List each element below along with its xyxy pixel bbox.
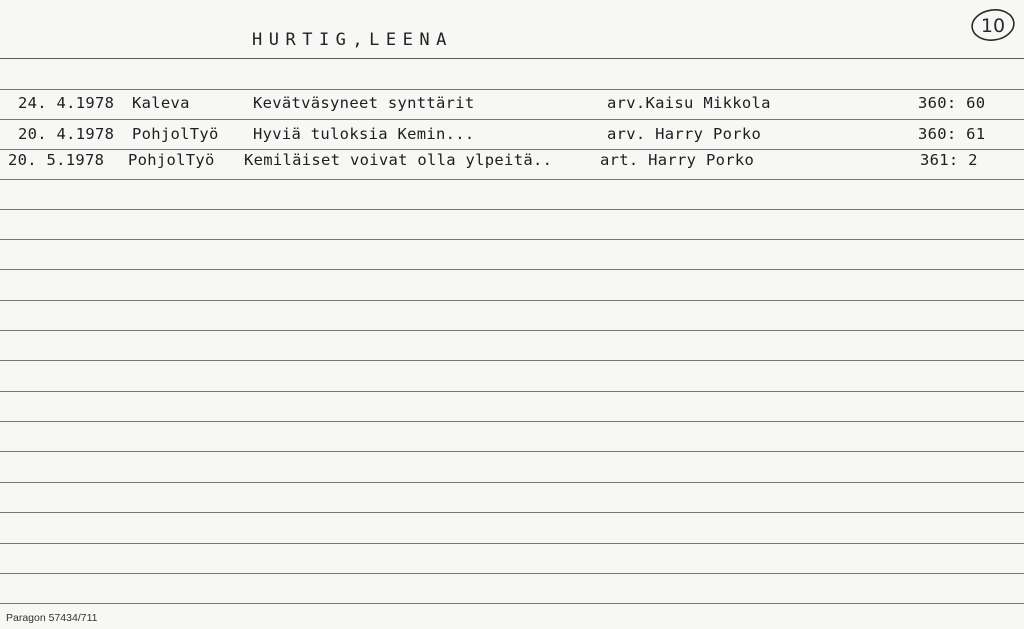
ruled-line	[0, 300, 1024, 301]
entry-date: 24. 4.1978	[18, 94, 115, 112]
entry-headline: Kevätväsyneet synttärit	[253, 94, 475, 112]
ruled-line	[0, 451, 1024, 452]
ruled-line	[0, 391, 1024, 392]
ruled-line	[0, 89, 1024, 90]
ruled-line	[0, 149, 1024, 150]
ruled-line	[0, 330, 1024, 331]
ruled-line	[0, 209, 1024, 210]
entry-source: PohjolTyö	[132, 125, 219, 143]
ruled-line	[0, 421, 1024, 422]
entry-date: 20. 4.1978	[18, 125, 115, 143]
card-title: HURTIG,LEENA	[252, 30, 453, 50]
entry-source: Kaleva	[132, 94, 190, 112]
entry-type-author: art. Harry Porko	[600, 151, 755, 169]
card-number-stamp	[968, 6, 1018, 44]
entry-row	[0, 151, 1024, 175]
entry-ref: 360: 61	[918, 125, 986, 143]
ruled-line	[0, 360, 1024, 361]
card-number: 10	[980, 15, 1006, 37]
entry-type-author: arv.Kaisu Mikkola	[607, 94, 771, 112]
ruled-line	[0, 512, 1024, 513]
ruled-line	[0, 603, 1024, 604]
ruled-line	[0, 482, 1024, 483]
ruled-line	[0, 179, 1024, 180]
entry-ref: 360: 60	[918, 94, 986, 112]
entry-row	[0, 94, 1024, 118]
ruled-line	[0, 573, 1024, 574]
ruled-line	[0, 119, 1024, 120]
entry-ref: 361: 2	[920, 151, 978, 169]
entry-source: PohjolTyö	[128, 151, 215, 169]
circled-number-icon	[968, 6, 1018, 44]
ruled-line	[0, 543, 1024, 544]
card-footer: Paragon 57434/711	[6, 612, 98, 624]
ruled-line	[0, 269, 1024, 270]
entry-headline: Kemiläiset voivat olla ylpeitä..	[244, 151, 553, 169]
entry-date: 20. 5.1978	[8, 151, 105, 169]
entry-headline: Hyviä tuloksia Kemin...	[253, 125, 475, 143]
entry-type-author: arv. Harry Porko	[607, 125, 762, 143]
entry-row	[0, 125, 1024, 149]
ruled-line	[0, 239, 1024, 240]
header-rule	[0, 58, 1024, 59]
